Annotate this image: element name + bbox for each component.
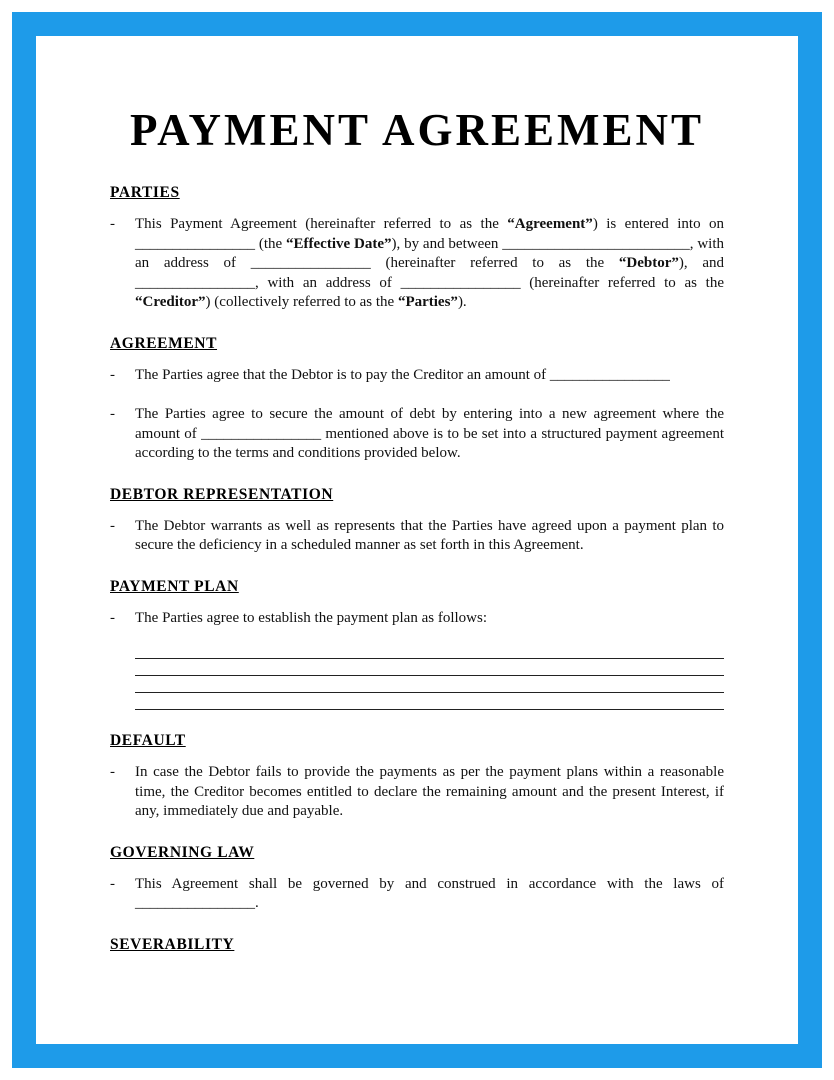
list-dash: - xyxy=(110,216,115,232)
paragraph-text: In case the Debtor fails to provide the payments as per the payment plans within a reasonable time, the Creditor becomes entitled to declare the remaining amount and the present Interest, if any, immediately due and payable. xyxy=(135,764,724,819)
page-frame xyxy=(12,12,822,1068)
list-item xyxy=(110,763,724,822)
section-heading: AGREEMENT xyxy=(110,334,218,352)
section-heading: DEBTOR REPRESENTATION xyxy=(110,485,334,503)
payment-plan-blank-line xyxy=(135,676,724,693)
list-dash: - xyxy=(110,764,115,780)
section-heading: PARTIES xyxy=(110,184,180,201)
list-item xyxy=(110,609,724,629)
section-heading: PAYMENT PLAN xyxy=(110,577,239,595)
section-payment-plan xyxy=(110,578,724,711)
section-default xyxy=(110,732,724,822)
paragraph-text: This Payment Agreement (hereinafter referred to as the “Agreement”) is entered into on ________________ (the “Effective Date”), by and between _________________________, with an address of ________________ (hereinafter referred to as the “Debtor”), and ________________, with an address of ________________ (hereinafter referred to as the “Creditor”) (collectively referred to as the “Parties”). xyxy=(135,216,724,310)
payment-plan-blank-lines xyxy=(135,642,724,710)
section-heading: GOVERNING LAW xyxy=(110,843,255,861)
document-title: PAYMENT AGREEMENT xyxy=(130,105,704,155)
paragraph-text: This Agreement shall be governed by and construed in accordance with the laws of ________________. xyxy=(135,875,724,911)
list-item xyxy=(110,875,724,914)
section-parties xyxy=(110,184,724,313)
list-item xyxy=(110,366,724,386)
payment-plan-blank-line xyxy=(135,693,724,710)
list-item xyxy=(110,517,724,556)
payment-plan-blank-line xyxy=(135,659,724,676)
section-agreement xyxy=(110,335,724,464)
list-dash: - xyxy=(110,406,115,422)
document-page xyxy=(36,36,798,1044)
paragraph-text: The Parties agree to secure the amount of debt by entering into a new agreement where the amount of ________________ mentioned above is to be set into a structured payment agreement according to the terms and conditions provided below. xyxy=(135,406,724,461)
list-dash: - xyxy=(110,366,115,383)
list-dash: - xyxy=(110,875,115,892)
list-item xyxy=(110,405,724,464)
payment-plan-blank-line xyxy=(135,642,724,659)
section-debtor-representation xyxy=(110,486,724,556)
list-dash: - xyxy=(110,517,115,534)
section-governing-law xyxy=(110,844,724,914)
paragraph-text: The Parties agree that the Debtor is to pay the Creditor an amount of ________________ xyxy=(135,366,670,383)
list-dash: - xyxy=(110,609,115,626)
section-heading: SEVERABILITY xyxy=(110,935,235,953)
section-heading: DEFAULT xyxy=(110,732,186,749)
section-severability xyxy=(110,936,724,954)
paragraph-text: The Parties agree to establish the payment plan as follows: xyxy=(135,609,487,626)
list-item xyxy=(110,215,724,313)
paragraph-text: The Debtor warrants as well as represents that the Parties have agreed upon a payment plan to secure the deficiency in a scheduled manner as set forth in this Agreement. xyxy=(135,517,724,553)
